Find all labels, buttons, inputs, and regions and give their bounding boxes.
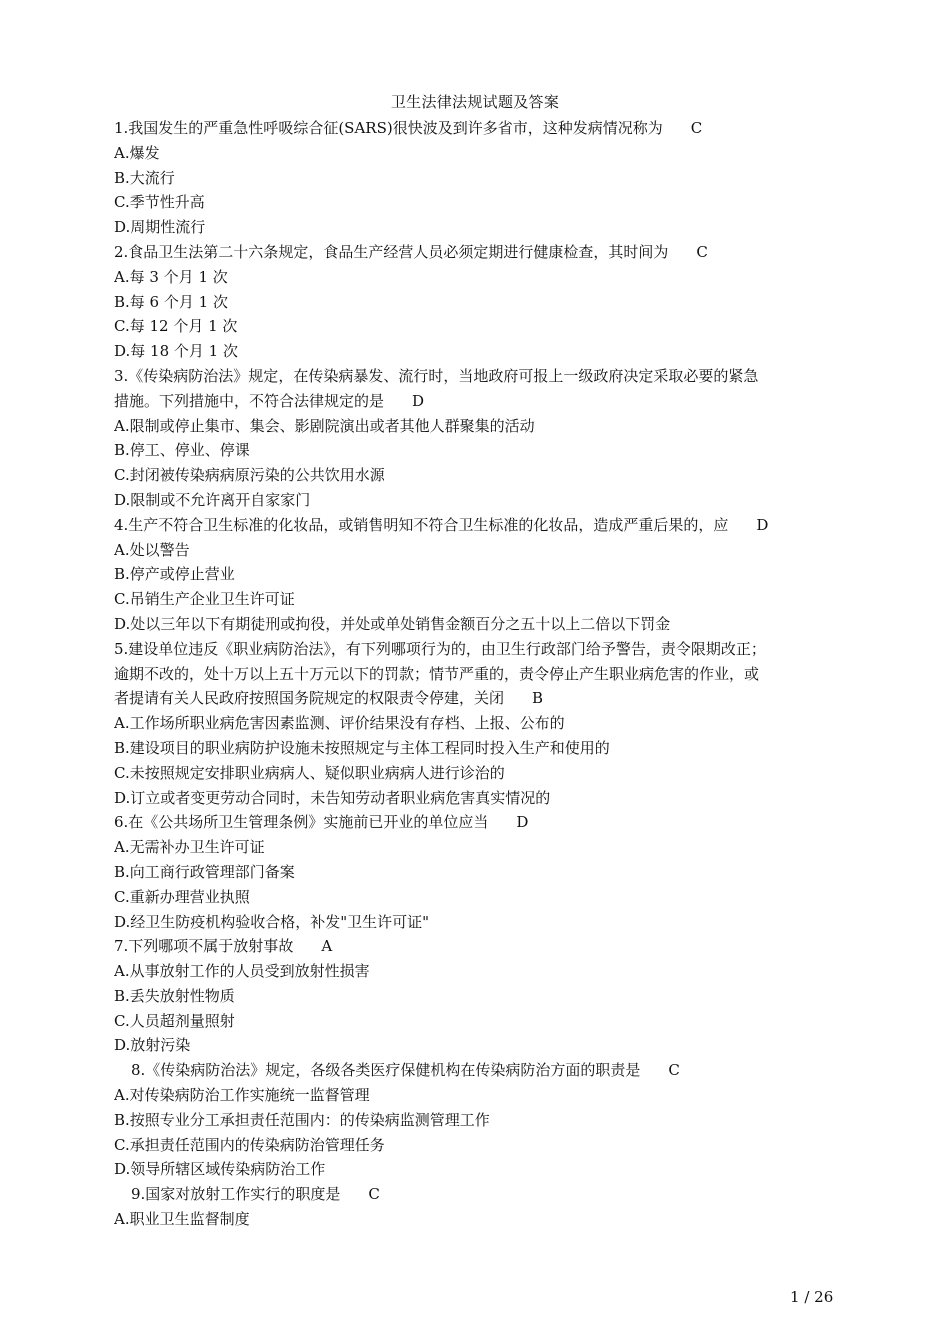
option: C.吊销生产企业卫生许可证: [114, 590, 295, 609]
option: A.限制或停止集市、集会、影剧院演出或者其他人群聚集的活动: [114, 416, 535, 435]
answer-key: B: [532, 689, 544, 708]
question-stem: 逾期不改的，处十万以上五十万元以下的罚款；情节严重的，责令停止产生职业病危害的作业，或: [114, 664, 760, 683]
option: D.领导所辖区域传染病防治工作: [114, 1160, 326, 1179]
option: C.未按照规定安排职业病病人、疑似职业病病人进行诊治的: [114, 763, 505, 782]
page-current: 1: [790, 1288, 800, 1306]
option: B.大流行: [114, 168, 175, 187]
question-5: [114, 637, 838, 811]
question-1: [114, 116, 838, 240]
answer-key: C: [668, 1061, 680, 1080]
question-4: [114, 513, 838, 637]
question-8: [114, 1058, 838, 1182]
option: C.季节性升高: [114, 193, 205, 212]
option: D.周期性流行: [114, 218, 206, 237]
question-stem: 3.《传染病防治法》规定，在传染病暴发、流行时，当地政府可报上一级政府决定采取必要的紧急: [114, 366, 759, 385]
document-title: 卫生法律法规试题及答案: [390, 93, 560, 111]
option: A.职业卫生监督制度: [114, 1210, 250, 1229]
question-stem: 6.在《公共场所卫生管理条例》实施前已开业的单位应当 D: [114, 810, 838, 835]
page-separator: /: [804, 1288, 810, 1306]
answer-key: D: [412, 391, 425, 410]
option: D.经卫生防疫机构验收合格，补发"卫生许可证": [114, 912, 430, 931]
answer-key: C: [690, 119, 703, 137]
option: D.订立或者变更劳动合同时，未告知劳动者职业病危害真实情况的: [114, 788, 551, 807]
option: A.从事放射工作的人员受到放射性损害: [114, 962, 370, 981]
answer-key: D: [516, 813, 529, 832]
option: B.建设项目的职业病防护设施未按照规定与主体工程同时投入生产和使用的: [114, 738, 610, 757]
question-stem: 2.食品卫生法第二十六条规定，食品生产经营人员必须定期进行健康检查，其时间为 C: [114, 240, 838, 265]
option: D.放射污染: [114, 1036, 191, 1055]
option: B.停产或停止营业: [114, 565, 235, 584]
option: D.处以三年以下有期徒刑或拘役，并处或单处销售金额百分之五十以上二倍以下罚金: [114, 614, 671, 633]
question-9: [114, 1182, 838, 1232]
question-stem: 4.生产不符合卫生标准的化妆品，或销售明知不符合卫生标准的化妆品，造成严重后果的，应 D: [114, 513, 838, 538]
answer-key: D: [756, 515, 769, 534]
question-stem: 措施。下列措施中，不符合法律规定的是 D: [114, 389, 838, 414]
question-stem: 9.国家对放射工作实行的职度是 C: [114, 1182, 838, 1207]
question-stem: 1.我国发生的严重急性呼吸综合征(SARS)很快波及到许多省市，这种发病情况称为 C: [114, 116, 838, 141]
answer-key: A: [321, 937, 333, 956]
question-stem: 者提请有关人民政府按照国务院规定的权限责令停建，关闭 B: [114, 686, 838, 711]
option: D.限制或不允许离开自家家门: [114, 490, 311, 509]
option: A.对传染病防治工作实施统一监督管理: [114, 1086, 370, 1105]
option: C.重新办理营业执照: [114, 887, 250, 906]
question-stem: 5.建设单位违反《职业病防治法》，有下列哪项行为的，由卫生行政部门给予警告，责令限期改正；: [114, 639, 766, 658]
option: C.封闭被传染病病原污染的公共饮用水源: [114, 466, 385, 485]
option: C.每 12 个月 1 次: [114, 317, 238, 336]
option: B.停工、停业、停课: [114, 441, 250, 460]
option: B.按照专业分工承担责任范围内：的传染病监测管理工作: [114, 1110, 490, 1129]
question-stem: 7.下列哪项不属于放射事故 A: [114, 934, 838, 959]
answer-key: C: [368, 1185, 380, 1204]
option: A.爆发: [114, 143, 160, 162]
answer-key: C: [696, 242, 708, 261]
option: B.向工商行政管理部门备案: [114, 862, 295, 881]
question-stem: 8.《传染病防治法》规定，各级各类医疗保健机构在传染病防治方面的职责是 C: [114, 1058, 838, 1083]
option: A.无需补办卫生许可证: [114, 838, 265, 857]
option: A.处以警告: [114, 540, 190, 559]
question-6: [114, 810, 838, 934]
option: B.每 6 个月 1 次: [114, 292, 228, 311]
page-total: 26: [814, 1288, 834, 1306]
option: D.每 18 个月 1 次: [114, 342, 238, 361]
option: C.承担责任范围内的传染病防治管理任务: [114, 1135, 385, 1154]
page-number: [790, 1287, 833, 1307]
question-2: [114, 240, 838, 364]
option: C.人员超剂量照射: [114, 1011, 235, 1030]
option: A.工作场所职业病危害因素监测、评价结果没有存档、上报、公布的: [114, 714, 565, 733]
question-7: [114, 934, 838, 1058]
question-3: [114, 364, 838, 513]
option: A.每 3 个月 1 次: [114, 267, 228, 286]
option: B.丢失放射性物质: [114, 986, 235, 1005]
question-list: [114, 116, 838, 1232]
